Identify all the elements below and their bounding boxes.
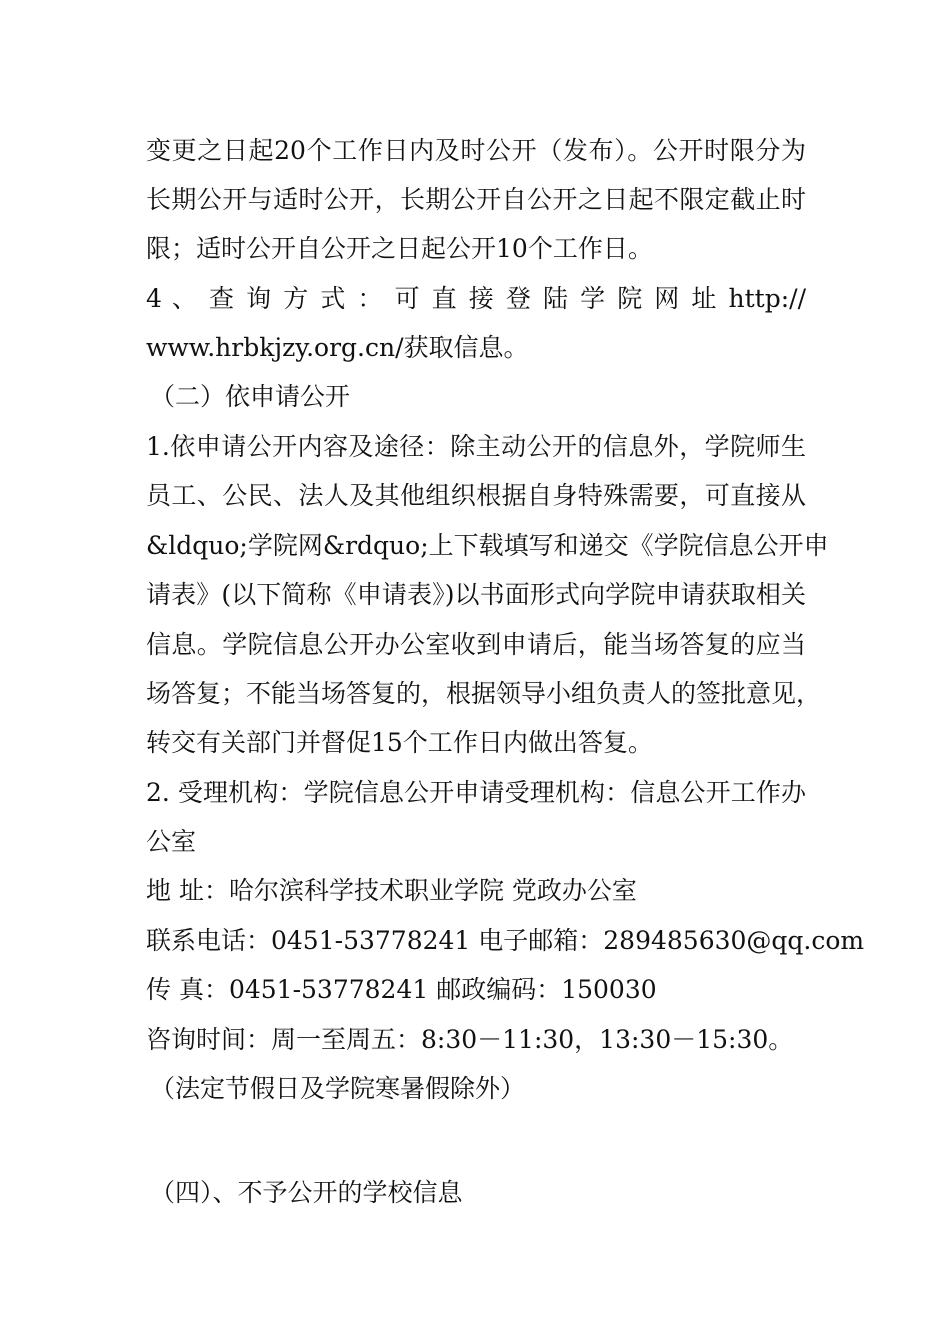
text-line: 限；适时公开自公开之日起公开10个工作日。	[146, 234, 653, 263]
section-heading: （四）、不予公开的学校信息	[150, 1178, 463, 1207]
text-line: 4 、 查 询 方 式 ： 可 直 接 登 陆 学 院 网 址 http://	[146, 284, 806, 313]
text-line: 员工、公民、法人及其他组织根据自身特殊需要，可直接从	[146, 481, 806, 510]
address-line: 地 址：哈尔滨科学技术职业学院 党政办公室	[146, 876, 637, 905]
text-line: 转交有关部门并督促15个工作日内做出答复。	[146, 728, 653, 757]
section-heading: （二）依申请公开	[150, 382, 351, 411]
text-line: 请表》(以下简称《申请表》)以书面形式向学院申请获取相关	[146, 580, 806, 609]
text-line: 公室	[146, 827, 197, 856]
text-line: www.hrbkjzy.org.cn/获取信息。	[146, 333, 529, 362]
text-line: 长期公开与适时公开，长期公开自公开之日起不限定截止时	[146, 185, 806, 214]
text-line: （法定节假日及学院寒暑假除外）	[150, 1074, 526, 1103]
text-line: 变更之日起20个工作日内及时公开（发布）。公开时限分为	[146, 136, 806, 165]
fax-line: 传 真：0451-53778241 邮政编码：150030	[146, 975, 657, 1004]
text-line: 1.依申请公开内容及途径：除主动公开的信息外，学院师生	[146, 432, 806, 461]
hours-line: 咨询时间：周一至周五：8:30－11:30，13:30－15:30。	[146, 1025, 794, 1054]
text-line: 场答复；不能当场答复的，根据领导小组负责人的签批意见，	[146, 679, 822, 708]
text-line: &ldquo;学院网&rdquo;上下载填写和递交《学院信息公开申	[146, 531, 829, 560]
contact-line: 联系电话：0451-53778241 电子邮箱：289485630@qq.com	[146, 926, 865, 955]
text-line: 2. 受理机构：学院信息公开申请受理机构：信息公开工作办	[146, 778, 806, 807]
text-line: 信息。学院信息公开办公室收到申请后，能当场答复的应当	[146, 630, 806, 659]
